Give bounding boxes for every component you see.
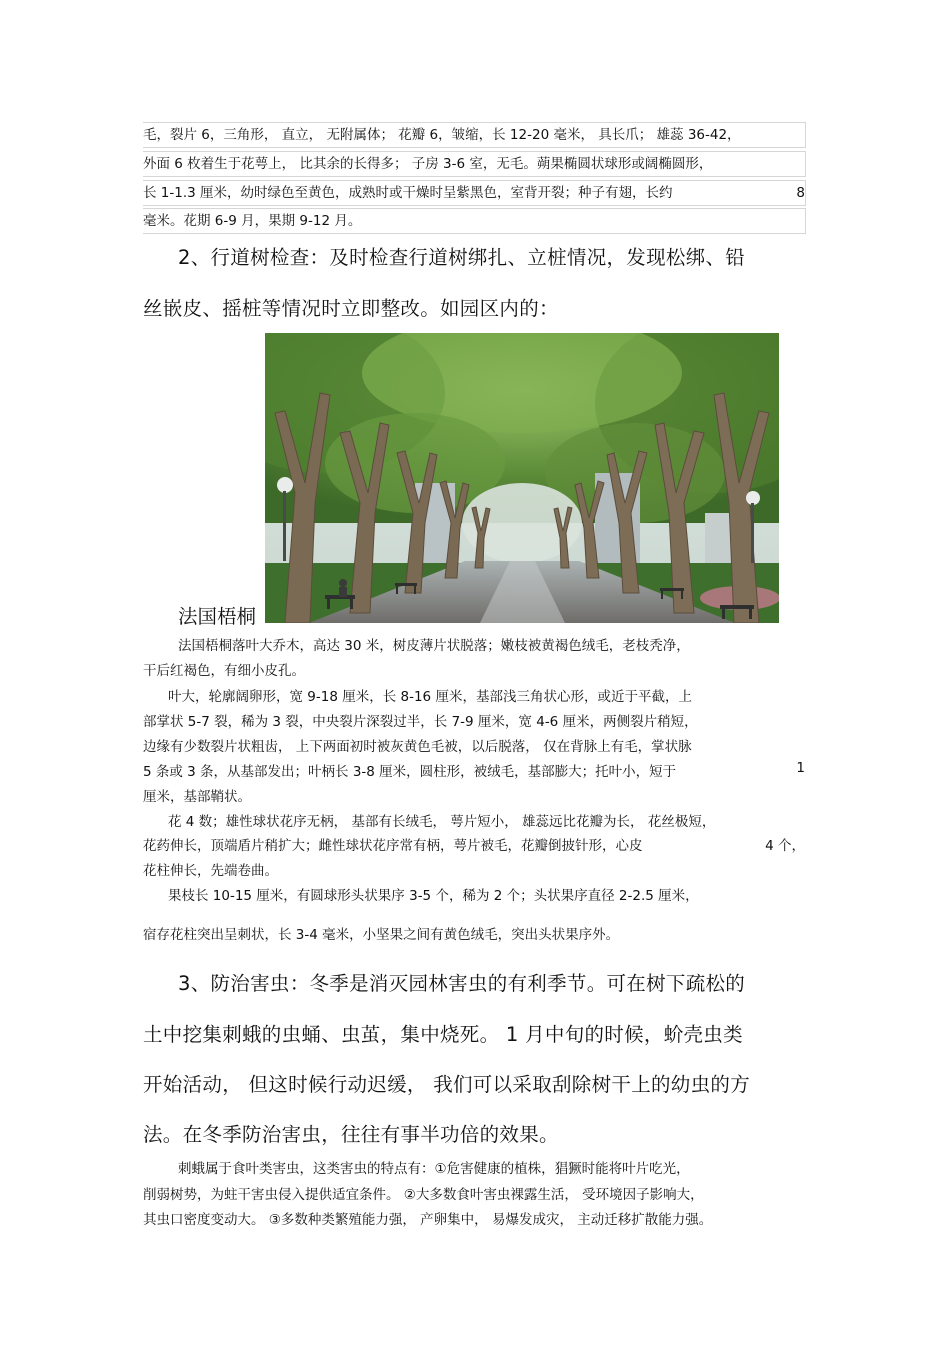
section3-line3: 开始活动， 但这时候行动迟缓， 我们可以采取刮除树干上的幼虫的方 [143,1073,750,1096]
box-line-text: 长 1-1.3 厘米，幼时绿色至黄色，成熟时或干燥时呈紫黑色，室背开裂；种子有翅，长约 [143,185,673,201]
section3-line4: 法。在冬季防治害虫，往往有事半功倍的效果。 [143,1123,559,1146]
plane-tree-line-11: 果枝长 10-15 厘米，有圆球形头状果序 3-5 个，稀为 2 个；头状果序直径 2-2.5 厘米， [168,888,699,904]
moth-line-1: 刺蛾属于食叶类害虫，这类害虫的特点有：①危害健康的植株，猖獗时能将叶片吃光， [178,1161,690,1177]
section3-line2: 土中挖集刺蛾的虫蛹、虫茧，集中烧死。 1 月中旬的时候，蚧壳虫类 [143,1023,743,1046]
box-line-2 [143,151,806,177]
box-line-text: 毫米。花期 6-9 月，果期 9-12 月。 [143,213,362,229]
box-line-4 [143,208,806,234]
plane-tree-line-1: 法国梧桐落叶大乔木，高达 30 米，树皮薄片状脱落；嫩枝被黄褐色绒毛，老枝秃净， [178,638,690,654]
plane-tree-line-3: 叶大，轮廓阔卵形，宽 9-18 厘米，长 8-16 厘米，基部浅三角状心形，或近于平截，上 [168,689,692,705]
plane-tree-line-9 [143,834,805,854]
box-line-text: 毛，裂片 6，三角形， 直立， 无附属体； 花瓣 6，皱缩，长 12-20 毫米， 具长爪； 雄蕊 36-42， [143,127,741,143]
moth-line-2: 削弱树势，为蛀干害虫侵入提供适宜条件。 ②大多数食叶害虫裸露生活， 受环境因子影响大， [143,1187,704,1203]
section2-line1: 2、行道树检查：及时检查行道树绑扎、立桩情况，发现松绑、铅 [178,246,746,269]
plane-tree-line-6 [143,760,805,780]
box-line-right-text: 8 [796,185,805,201]
box-line-3 [143,180,806,206]
plane-tree-line-10: 花柱伸长，先端卷曲。 [143,863,278,879]
plane-tree-line-7: 厘米，基部鞘状。 [143,789,251,805]
plane-tree-line-5: 边缘有少数裂片状粗齿， 上下两面初时被灰黄色毛被，以后脱落， 仅在背脉上有毛，掌状脉 [143,739,692,755]
moth-line-3: 其虫口密度变动大。 ③多数种类繁殖能力强， 产卵集中， 易爆发成灾， 主动迁移扩散能力强。 [143,1212,713,1228]
plane-tree-line-text: 5 条或 3 条，从基部发出；叶柄长 3-8 厘米，圆柱形，被绒毛，基部膨大；托叶小，短于 [143,764,677,780]
section2-line2: 丝嵌皮、摇桩等情况时立即整改。如园区内的： [143,297,559,320]
plane-tree-line-12: 宿存花柱突出呈刺状，长 3-4 毫米，小坚果之间有黄色绒毛，突出头状果序外。 [143,927,620,943]
plane-tree-line-8: 花 4 数；雄性球状花序无柄， 基部有长绒毛， 萼片短小， 雄蕊远比花瓣为长， 花丝极短， [168,814,716,830]
section3-line1: 3、防治害虫：冬季是消灭园林害虫的有利季节。可在树下疏松的 [178,972,746,995]
plane-tree-photo [265,333,779,623]
plane-tree-line-right-text: 4 个， [765,838,805,854]
plane-tree-line-4: 部掌状 5-7 裂，稀为 3 裂，中央裂片深裂过半，长 7-9 厘米，宽 4-6 厘米，两侧裂片稍短， [143,714,698,730]
plane-tree-line-right-text: 1 [796,760,805,776]
plane-tree-line-text: 花药伸长，顶端盾片稍扩大；雌性球状花序常有柄，萼片被毛，花瓣倒披针形，心皮 [143,838,643,854]
box-line-1 [143,122,806,148]
photo-caption: 法国梧桐 [178,605,257,628]
box-line-text: 外面 6 枚着生于花萼上， 比其余的长得多； 子房 3-6 室，无毛。蒴果椭圆状球形或阔椭圆形， [143,156,713,172]
plane-tree-line-2: 干后红褐色，有细小皮孔。 [143,663,305,679]
